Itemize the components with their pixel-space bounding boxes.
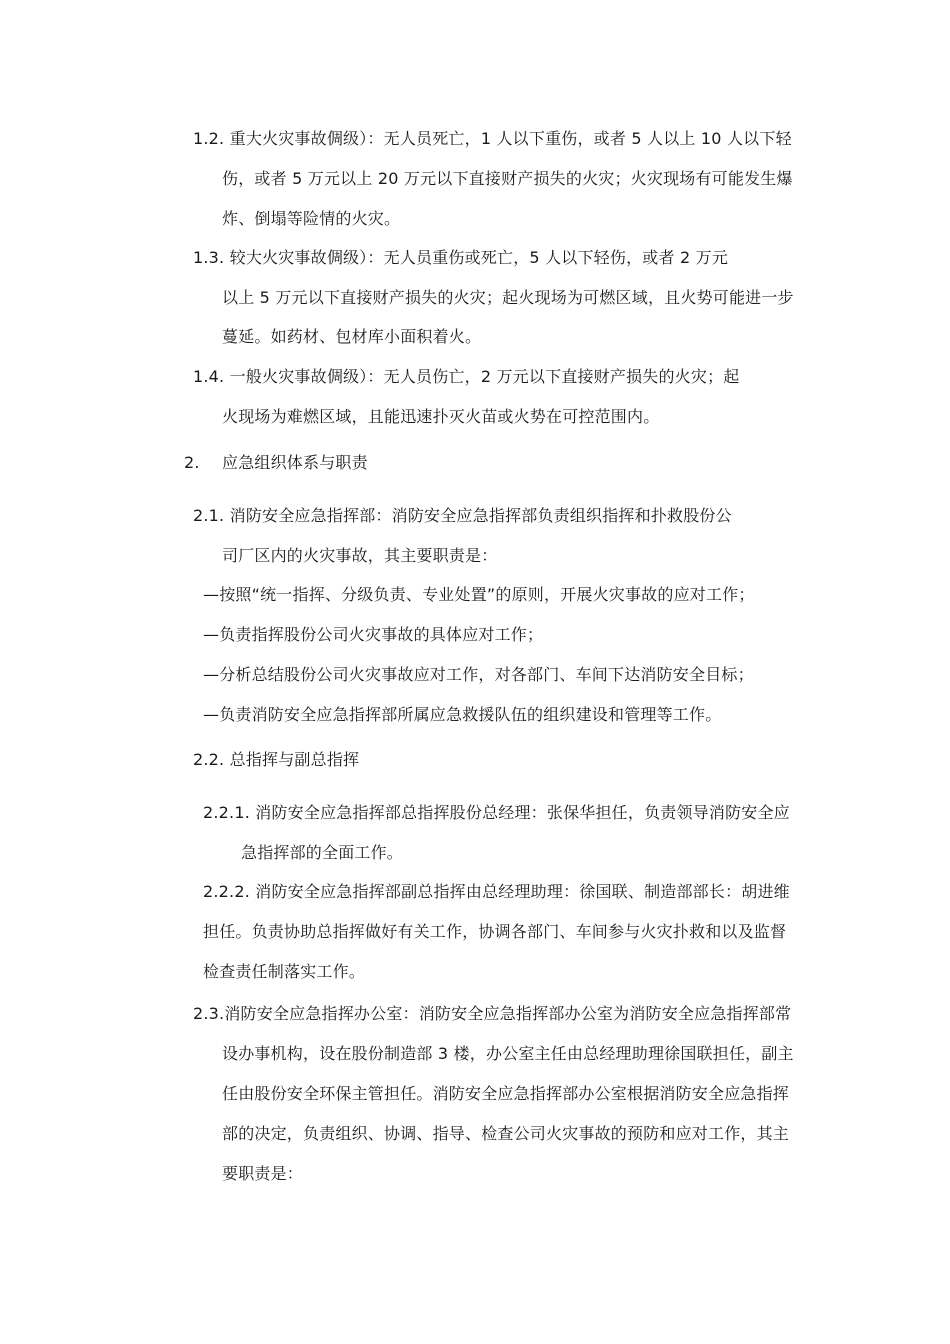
section-2-heading: 应急组织体系与职责 [222,453,368,472]
item-1-3-line-2: 以上 5 万元以下直接财产损失的火灾；起火现场为可燃区域，且火势可能进一步 [222,288,794,307]
item-1-2-line-1: 1.2. 重大火灾事故倜级）：无人员死亡，1 人以下重伤，或者 5 人以上 10 人以下轻 [193,129,792,148]
item-2-1-line-2: 司厂区内的火灾事故，其主要职责是： [222,546,498,565]
item-2-2-2-line-2: 担任。负责协助总指挥做好有关工作，协调各部门、车间参与火灾扑救和以及监督 [203,922,787,941]
item-2-2-1-line-2: 急指挥部的全面工作。 [241,843,404,862]
item-2-2-heading: 2.2. 总指挥与副总指挥 [193,750,360,769]
section-2-number: 2. [184,453,200,472]
item-1-2-line-3: 炸、倒塌等险情的火灾。 [222,209,401,228]
item-1-4-line-2: 火现场为难燃区域，且能迅速扑灭火苗或火势在可控范围内。 [222,407,660,426]
item-2-3-line-5: 要职责是： [222,1164,304,1183]
duty-line-3: —分析总结股份公司火灾事故应对工作，对各部门、车间下达消防安全目标； [203,665,754,684]
item-2-3-line-4: 部的决定，负责组织、协调、指导、检查公司火灾事故的预防和应对工作，其主 [222,1124,790,1143]
item-2-3-line-2: 设办事机构，设在股份制造部 3 楼，办公室主任由总经理助理徐国联担任，副主 [222,1044,794,1063]
duty-line-4: —负责消防安全应急指挥部所属应急救援队伍的组织建设和管理等工作。 [203,705,722,724]
item-2-2-2-line-3: 检查责任制落实工作。 [203,962,366,981]
item-1-3-line-1: 1.3. 较大火灾事故倜级）：无人员重伤或死亡，5 人以下轻伤，或者 2 万元 [193,248,729,267]
item-1-3-line-3: 蔓延。如药材、包材库小面积着火。 [222,327,482,346]
duty-line-1: —按照“统一指挥、分级负责、专业处置”的原则，开展火灾事故的应对工作； [203,585,755,604]
item-1-4-line-1: 1.4. 一般火灾事故倜级）：无人员伤亡，2 万元以下直接财产损失的火灾；起 [193,367,740,386]
item-2-2-1-line-1: 2.2.1. 消防安全应急指挥部总指挥股份总经理：张保华担任，负责领导消防安全应 [203,803,790,822]
item-2-2-2-line-1: 2.2.2. 消防安全应急指挥部副总指挥由总经理助理：徐国联、制造部部长：胡进维 [203,882,790,901]
item-2-1-line-1: 2.1. 消防安全应急指挥部：消防安全应急指挥部负责组织指挥和扑救股份公 [193,506,732,525]
item-2-3-line-3: 任由股份安全环保主管担任。消防安全应急指挥部办公室根据消防安全应急指挥 [222,1084,790,1103]
duty-line-2: —负责指挥股份公司火灾事故的具体应对工作； [203,625,544,644]
item-2-3-line-1: 2.3.消防安全应急指挥办公室：消防安全应急指挥部办公室为消防安全应急指挥部常 [193,1004,792,1023]
item-1-2-line-2: 伤，或者 5 万元以上 20 万元以下直接财产损失的火灾；火灾现场有可能发生爆 [222,169,793,188]
